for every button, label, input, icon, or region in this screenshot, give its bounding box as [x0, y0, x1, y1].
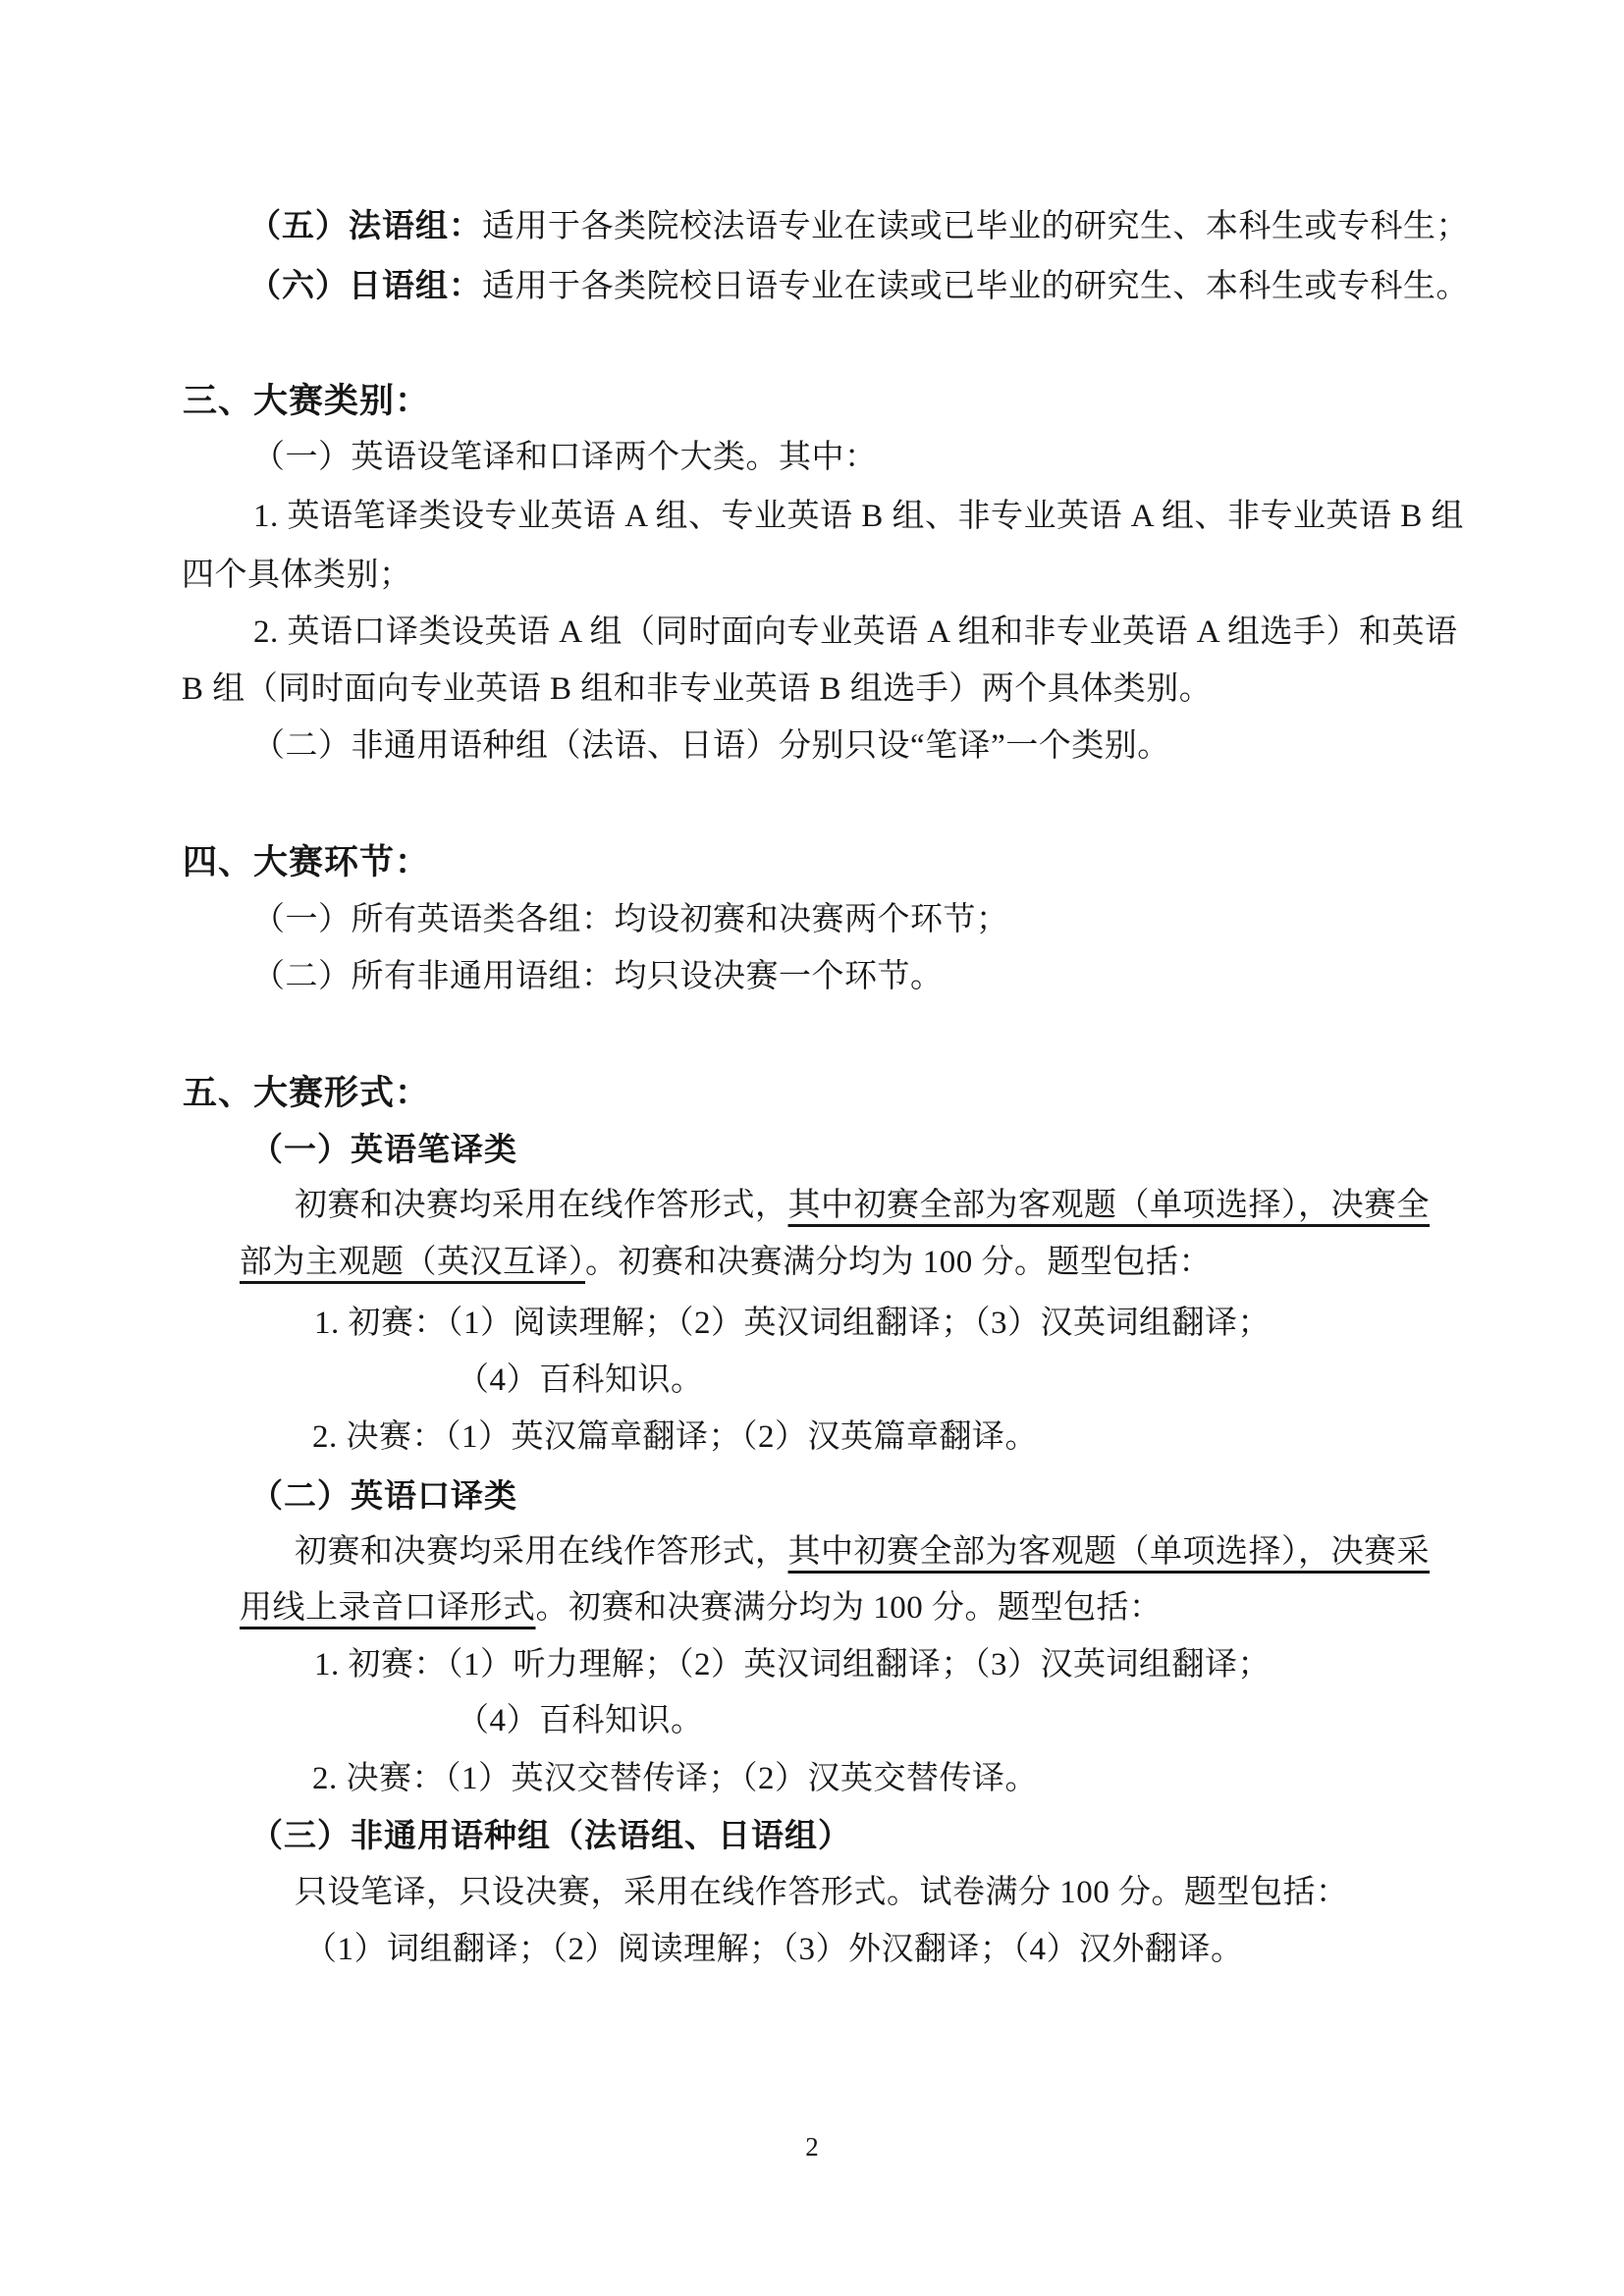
body-text: 1. 英语笔译类设专业英语 A 组、专业英语 B 组、非专业英语 A 组、非专业英语 B 组	[253, 499, 1465, 534]
underlined-text: 用线上录音口译形式	[240, 1590, 536, 1626]
text-line	[252, 891, 1009, 948]
body-text: （二）非通用语种组（法语、日语）分别只设“笔译”一个类别。	[252, 728, 1170, 764]
text-line	[250, 1121, 517, 1178]
section-heading	[183, 373, 430, 430]
body-text: （二）所有非通用语组：均只设决赛一个环节。	[252, 959, 944, 994]
text-line	[252, 948, 944, 1005]
bold-text: （五）法语组：	[248, 207, 482, 243]
underlined-text: 其中初赛全部为客观题（单项选择），决赛全	[787, 1188, 1430, 1223]
text-line	[312, 1750, 1038, 1807]
section-heading	[183, 834, 430, 891]
body-text: （4）百科知识。	[457, 1703, 704, 1738]
body-text: 2. 决赛：（1）英汉篇章翻译；（2）汉英篇章翻译。	[312, 1419, 1038, 1455]
body-text: 适用于各类院校日语专业在读或已毕业的研究生、本科生或专科生。	[482, 269, 1469, 304]
text-line	[314, 1636, 1271, 1693]
section-heading	[183, 1065, 430, 1122]
body-text: （一）所有英语类各组：均设初赛和决赛两个环节；	[252, 902, 1009, 937]
text-line	[240, 1234, 1212, 1291]
body-text: 只设笔译，只设决赛，采用在线作答形式。试卷满分 100 分。题型包括：	[295, 1875, 1349, 1910]
text-line	[248, 197, 1469, 254]
body-text: 初赛和决赛均采用在线作答形式，	[295, 1188, 788, 1223]
underlined-text: 部为主观题（英汉互译）	[240, 1245, 585, 1280]
text-line	[457, 1352, 704, 1409]
text-line	[252, 429, 878, 486]
bold-text: 五、大赛形式：	[183, 1074, 431, 1112]
text-line	[253, 488, 1464, 545]
body-text: 。初赛和决赛满分均为 100 分。题型包括：	[585, 1245, 1212, 1280]
body-text: B 组（同时面向专业英语 B 组和非专业英语 B 组选手）两个具体类别。	[182, 671, 1213, 707]
text-line	[304, 1921, 1244, 1978]
text-line	[250, 1468, 517, 1524]
body-text: 初赛和决赛均采用在线作答形式，	[295, 1534, 788, 1570]
text-line	[250, 1807, 851, 1864]
body-text: 2. 决赛：（1）英汉交替传译；（2）汉英交替传译。	[312, 1761, 1038, 1796]
text-line	[295, 1523, 1430, 1580]
text-line	[295, 1864, 1349, 1921]
text-line	[295, 1177, 1430, 1234]
text-line	[457, 1692, 704, 1749]
text-line	[314, 1295, 1271, 1352]
text-line	[253, 604, 1458, 661]
body-text: 1. 初赛：（1）听力理解；（2）英汉词组翻译；（3）汉英词组翻译；	[314, 1647, 1271, 1682]
text-line	[182, 547, 412, 604]
body-text: 1. 初赛：（1）阅读理解；（2）英汉词组翻译；（3）汉英词组翻译；	[314, 1306, 1271, 1341]
text-line	[240, 1579, 1163, 1636]
text-line	[312, 1409, 1038, 1466]
bold-text: （二）英语口译类	[250, 1477, 517, 1514]
text-line	[252, 718, 1170, 774]
text-line	[248, 257, 1469, 314]
body-text: 2. 英语口译类设英语 A 组（同时面向专业英语 A 组和非专业英语 A 组选手）和英语	[253, 614, 1458, 650]
page-number: 2	[805, 2132, 819, 2162]
bold-text: （六）日语组：	[248, 267, 482, 303]
body-text: 适用于各类院校法语专业在读或已毕业的研究生、本科生或专科生；	[482, 209, 1469, 244]
body-text: （一）英语设笔译和口译两个大类。其中：	[252, 440, 878, 475]
body-text: （4）百科知识。	[457, 1362, 704, 1398]
body-text: （1）词组翻译；（2）阅读理解；（3）外汉翻译；（4）汉外翻译。	[304, 1932, 1244, 1967]
underlined-text: 其中初赛全部为客观题（单项选择），决赛采	[787, 1534, 1430, 1570]
bold-text: （三）非通用语种组（法语组、日语组）	[250, 1817, 851, 1853]
body-text: 四个具体类别；	[182, 558, 412, 593]
bold-text: （一）英语笔译类	[250, 1131, 517, 1167]
body-text: 。初赛和决赛满分均为 100 分。题型包括：	[535, 1590, 1163, 1626]
bold-text: 三、大赛类别：	[183, 382, 431, 420]
bold-text: 四、大赛环节：	[183, 843, 431, 881]
text-line	[182, 661, 1212, 718]
